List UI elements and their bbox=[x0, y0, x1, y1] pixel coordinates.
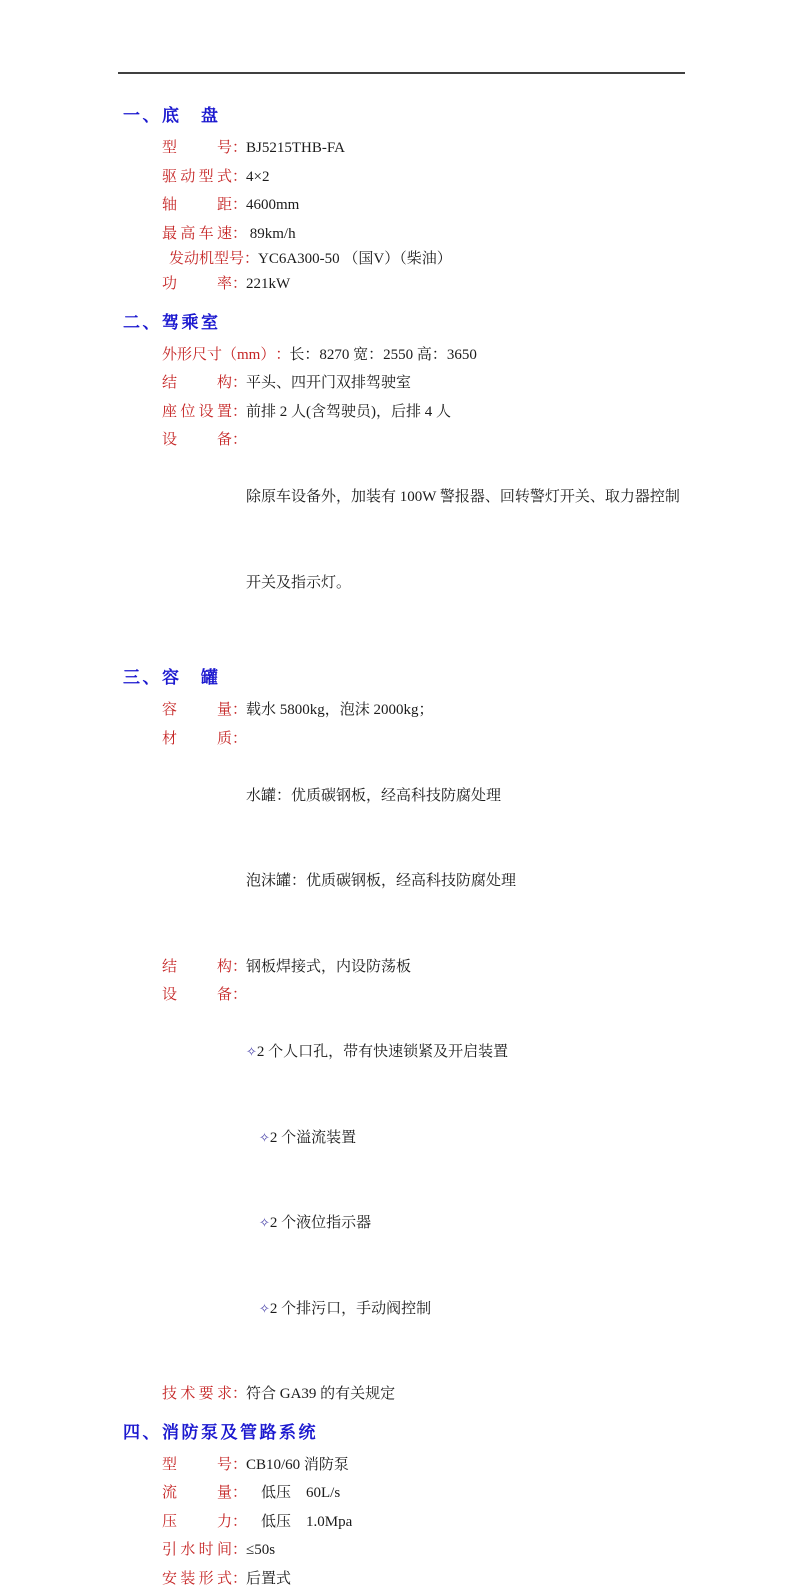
label-colon: ： bbox=[232, 191, 246, 220]
row-value: 长：8270 宽：2550 高：3650 bbox=[289, 341, 800, 370]
value-line: 泡沫罐：优质碳钢板，经高科技防腐处理 bbox=[246, 867, 800, 896]
row-wheelbase bbox=[162, 191, 800, 220]
label-colon: ： bbox=[232, 981, 246, 1010]
row-label: 设备 bbox=[162, 426, 232, 455]
label-colon: ： bbox=[232, 1508, 246, 1537]
row-label: 结构 bbox=[162, 369, 232, 398]
row-value: 4×2 bbox=[246, 163, 800, 192]
row-pump-model bbox=[162, 1451, 800, 1480]
row-max-speed bbox=[162, 220, 800, 249]
label-colon: ： bbox=[232, 270, 246, 299]
row-label: 材质 bbox=[162, 725, 232, 754]
diamond-bullet-icon: ✧ bbox=[259, 1130, 270, 1145]
document-page bbox=[0, 72, 800, 1203]
row-value: 低压 60L/s bbox=[246, 1479, 800, 1508]
bullet-item bbox=[259, 1209, 800, 1238]
row-value: BJ5215THB-FA bbox=[246, 134, 800, 163]
row-value: YC6A300-50 （国V）（柴油） bbox=[258, 248, 800, 270]
label-colon: ： bbox=[275, 341, 289, 370]
diamond-bullet-icon: ✧ bbox=[246, 1044, 257, 1059]
row-label: 流量 bbox=[162, 1479, 232, 1508]
row-value: 4600mm bbox=[246, 191, 800, 220]
row-tank-structure bbox=[162, 953, 800, 982]
row-label: 驱动型式 bbox=[162, 163, 232, 192]
row-model bbox=[162, 134, 800, 163]
row-value: CB10/60 消防泵 bbox=[246, 1451, 800, 1480]
row-value: ≤50s bbox=[246, 1536, 800, 1565]
label-colon: ： bbox=[232, 1451, 246, 1480]
label-colon: ： bbox=[232, 953, 246, 982]
row-cab-structure bbox=[162, 369, 800, 398]
row-label: 容量 bbox=[162, 696, 232, 725]
value-line: 水罐：优质碳钢板，经高科技防腐处理 bbox=[246, 782, 800, 811]
row-value bbox=[246, 426, 800, 654]
row-priming-time bbox=[162, 1536, 800, 1565]
row-value bbox=[246, 981, 800, 1380]
row-value: 平头、四开门双排驾驶室 bbox=[246, 369, 800, 398]
row-material bbox=[162, 725, 800, 953]
row-label: 功率 bbox=[162, 270, 232, 299]
bullet-item bbox=[259, 1124, 800, 1153]
value-line: 开关及指示灯。 bbox=[246, 569, 800, 598]
bullet-item bbox=[246, 1038, 800, 1067]
row-label: 压力 bbox=[162, 1508, 232, 1537]
row-pressure bbox=[162, 1508, 800, 1537]
row-label: 引水时间 bbox=[162, 1536, 232, 1565]
label-colon: ： bbox=[232, 1479, 246, 1508]
diamond-bullet-icon: ✧ bbox=[259, 1215, 270, 1230]
label-colon: ： bbox=[232, 369, 246, 398]
bullet-text: 2 个液位指示器 bbox=[270, 1215, 371, 1231]
diamond-bullet-icon: ✧ bbox=[259, 1301, 270, 1316]
bullet-item bbox=[259, 1295, 800, 1324]
row-engine-model bbox=[169, 248, 800, 270]
row-value: 载水 5800kg，泡沫 2000kg； bbox=[246, 696, 800, 725]
row-value: 221kW bbox=[246, 270, 800, 299]
bullet-text: 2 个排污口，手动阀控制 bbox=[270, 1301, 431, 1317]
header-rule bbox=[118, 72, 685, 74]
section-heading-pump-system: 四、消防泵及管路系统 bbox=[123, 1421, 800, 1445]
row-label: 安装形式 bbox=[162, 1565, 232, 1593]
row-outer-dimensions bbox=[162, 341, 800, 370]
row-drive-type bbox=[162, 163, 800, 192]
row-value: 89km/h bbox=[246, 220, 800, 249]
row-label: 外形尺寸（mm） bbox=[162, 341, 275, 370]
row-label: 发动机型号 bbox=[169, 248, 244, 270]
label-colon: ： bbox=[232, 725, 246, 754]
row-label: 轴距 bbox=[162, 191, 232, 220]
label-colon: ： bbox=[244, 248, 258, 270]
row-value: 后置式 bbox=[246, 1565, 800, 1593]
label-colon: ： bbox=[232, 1380, 246, 1409]
bullet-text: 2 个溢流装置 bbox=[270, 1130, 356, 1146]
row-label: 技术要求 bbox=[162, 1380, 232, 1409]
row-value: 符合 GA39 的有关规定 bbox=[246, 1380, 800, 1409]
row-value bbox=[246, 725, 800, 953]
section-heading-tank: 三、容 罐 bbox=[123, 666, 800, 690]
value-line: 除原车设备外，加装有 100W 警报器、回转警灯开关、取力器控制 bbox=[246, 483, 800, 512]
row-label: 结构 bbox=[162, 953, 232, 982]
row-label: 最高车速 bbox=[162, 220, 232, 249]
label-colon: ： bbox=[232, 696, 246, 725]
row-value: 钢板焊接式，内设防荡板 bbox=[246, 953, 800, 982]
label-colon: ： bbox=[232, 134, 246, 163]
row-seating bbox=[162, 398, 800, 427]
row-cab-equipment bbox=[162, 426, 800, 654]
row-value: 低压 1.0Mpa bbox=[246, 1508, 800, 1537]
row-label: 座位设置 bbox=[162, 398, 232, 427]
row-flow-rate bbox=[162, 1479, 800, 1508]
label-colon: ： bbox=[232, 1536, 246, 1565]
label-colon: ： bbox=[232, 1565, 246, 1593]
row-capacity bbox=[162, 696, 800, 725]
row-label: 型号 bbox=[162, 1451, 232, 1480]
label-colon: ： bbox=[232, 426, 246, 455]
row-label: 设备 bbox=[162, 981, 232, 1010]
label-colon: ： bbox=[232, 220, 246, 249]
row-technical-requirements bbox=[162, 1380, 800, 1409]
row-power bbox=[162, 270, 800, 299]
row-value: 前排 2 人(含驾驶员)，后排 4 人 bbox=[246, 398, 800, 427]
label-colon: ： bbox=[232, 163, 246, 192]
bullet-text: 2 个人口孔，带有快速锁紧及开启装置 bbox=[257, 1044, 508, 1060]
section-heading-chassis: 一、底 盘 bbox=[123, 104, 800, 128]
section-heading-cab: 二、驾乘室 bbox=[123, 311, 800, 335]
row-tank-equipment bbox=[162, 981, 800, 1380]
row-mounting-type bbox=[162, 1565, 800, 1593]
label-colon: ： bbox=[232, 398, 246, 427]
row-label: 型号 bbox=[162, 134, 232, 163]
